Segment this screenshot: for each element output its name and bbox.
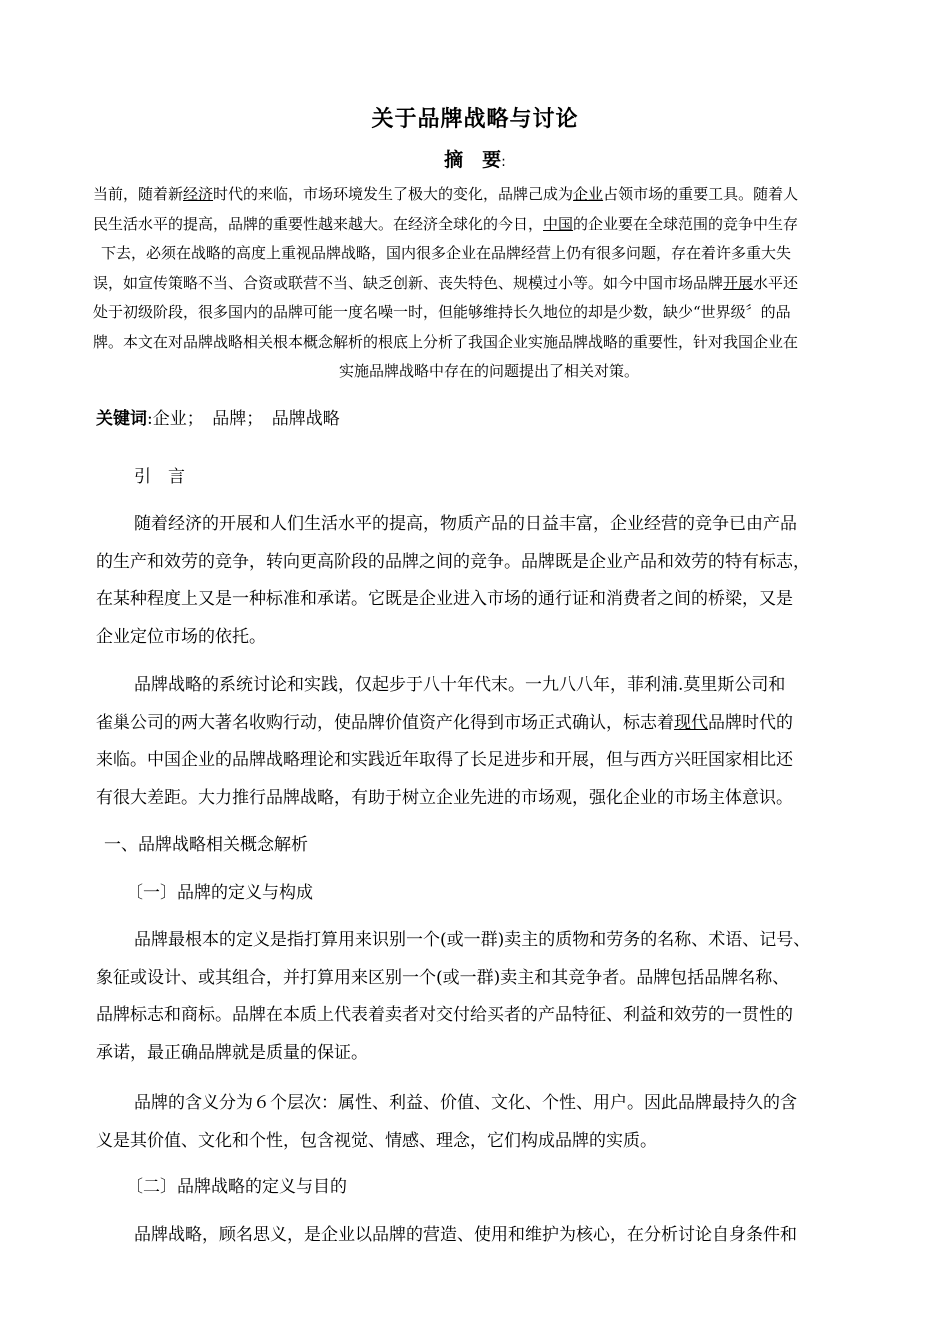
abstract-heading-label: 摘 要 (444, 149, 502, 171)
abstract-text: 误，如宣传策略不当、合资或联营不当、缺乏创新、丧失特色、规模过小等。如今中国市场品牌 (93, 273, 724, 292)
paragraph-line: 随着经济的开展和人们生活水平的提高，物质产品的日益丰富，企业经营的竞争已由产品 (134, 514, 797, 534)
abstract-body (93, 180, 885, 387)
paragraph-line: 象征或设计、或其组合，并打算用来区别一个(或一群)卖主和其竞争者。品牌包括品牌名称、 (96, 967, 790, 988)
abstract-text: 水平还 (753, 273, 799, 292)
paragraph-text: 雀巢公司的两大著名收购行动，使品牌价值资产化得到市场正式确认，标志着 (96, 712, 674, 733)
paragraph-line (96, 705, 892, 743)
abstract-heading (0, 146, 950, 176)
document-title: 关于品牌战略与讨论 (371, 107, 579, 132)
abstract-line: 下去，必须在战略的高度上重视品牌战略，国内很多企业在品牌经营上仍有很多问题，存在着许多重大失 (101, 244, 792, 262)
link-modern[interactable]: 现代 (674, 712, 708, 733)
abstract-text: 当前，随着新 (93, 185, 184, 203)
keywords-list: 企业； 品牌； 品牌战略 (152, 409, 340, 429)
abstract-line: 实施品牌战略中存在的问题提出了相关对策。 (338, 362, 639, 380)
link-development[interactable]: 开展 (723, 273, 754, 292)
section-heading-1: 一、品牌战略相关概念解析 (104, 835, 308, 855)
abstract-text: 民生活水平的提高，品牌的重要性越来越大。在经济全球化的今日， (93, 214, 544, 233)
paragraph-line: 品牌最根本的定义是指打算用来识别一个(或一群)卖主的质物和劳务的名称、术语、记号、 (134, 930, 811, 950)
abstract-text: 时代的来临，市场环境发生了极大的变化，品牌己成为 (213, 185, 574, 203)
abstract-line (93, 180, 885, 210)
subsection-heading-2: 〔二〕品牌战略的定义与目的 (126, 1177, 347, 1197)
keywords (96, 404, 340, 434)
subsection-heading-1: 〔一〕品牌的定义与构成 (126, 883, 313, 903)
abstract-line (93, 210, 885, 240)
keywords-label: 关键词 (96, 409, 147, 429)
abstract-line: 处于初级阶段，很多国内的品牌可能一度名噪一时，但能够维持长久地位的却是少数，缺少“世界级〞的品 (93, 303, 791, 321)
keywords-colon: : (147, 409, 153, 429)
abstract-text: 的企业要在全球范围的竞争中生存 (573, 214, 799, 233)
abstract-text: 占领市场的重要工具。随着人 (603, 185, 799, 203)
paragraph-line: 在某种程度上又是一种标准和承诺。它既是企业进入市场的通行证和消费者之间的桥梁，又是 (96, 589, 793, 609)
paragraph-levels (96, 1085, 892, 1160)
paragraph-intro-1 (96, 506, 892, 656)
abstract-line: 牌。本文在对品牌战略相关根本概念解析的根底上分析了我国企业实施品牌战略的重要性，针对我国企业在 (93, 332, 799, 351)
paragraph-text: 品牌时代的 (708, 712, 793, 733)
paragraph-line: 品牌战略的系统讨论和实践，仅起步于八十年代末。一九八八年，菲利浦.莫里斯公司和 (134, 675, 786, 695)
paragraph-intro-2 (96, 667, 892, 817)
paragraph-line: 义是其价值、文化和个性，包含视觉、情感、理念，它们构成品牌的实质。 (96, 1130, 657, 1151)
intro-heading: 引 言 (134, 467, 185, 487)
paragraph-line: 有很大差距。大力推行品牌战略，有助于树立企业先进的市场观，强化企业的市场主体意识。 (96, 787, 793, 808)
paragraph-strategy (96, 1217, 892, 1255)
link-china[interactable]: 中国 (543, 214, 574, 233)
paragraph-line: 品牌标志和商标。品牌在本质上代表着卖者对交付给买者的产品特征、利益和效劳的一贯性的 (96, 1005, 793, 1025)
paragraph-line: 承诺，最正确品牌就是质量的保证。 (96, 1042, 368, 1063)
abstract-line (93, 269, 885, 299)
paragraph-line: 来临。中国企业的品牌战略理论和实践近年取得了长足进步和开展，但与西方兴旺国家相比还 (96, 750, 793, 770)
paragraph-line: 品牌的含义分为６个层次：属性、利益、价值、文化、个性、用户。因此品牌最持久的含 (134, 1093, 797, 1113)
paragraph-line: 的生产和效劳的竞争，转向更高阶段的品牌之间的竞争。品牌既是企业产品和效劳的特有标志， (96, 551, 810, 572)
abstract-heading-colon: : (501, 154, 506, 170)
paragraph-definition (96, 922, 892, 1072)
paragraph-line: 品牌战略，顾名思义，是企业以品牌的营造、使用和维护为核心，在分析讨论自身条件和 (134, 1225, 797, 1245)
paragraph-line: 企业定位市场的依托。 (96, 626, 266, 647)
link-enterprise[interactable]: 企业 (573, 185, 604, 203)
link-economy[interactable]: 经济 (183, 185, 214, 203)
